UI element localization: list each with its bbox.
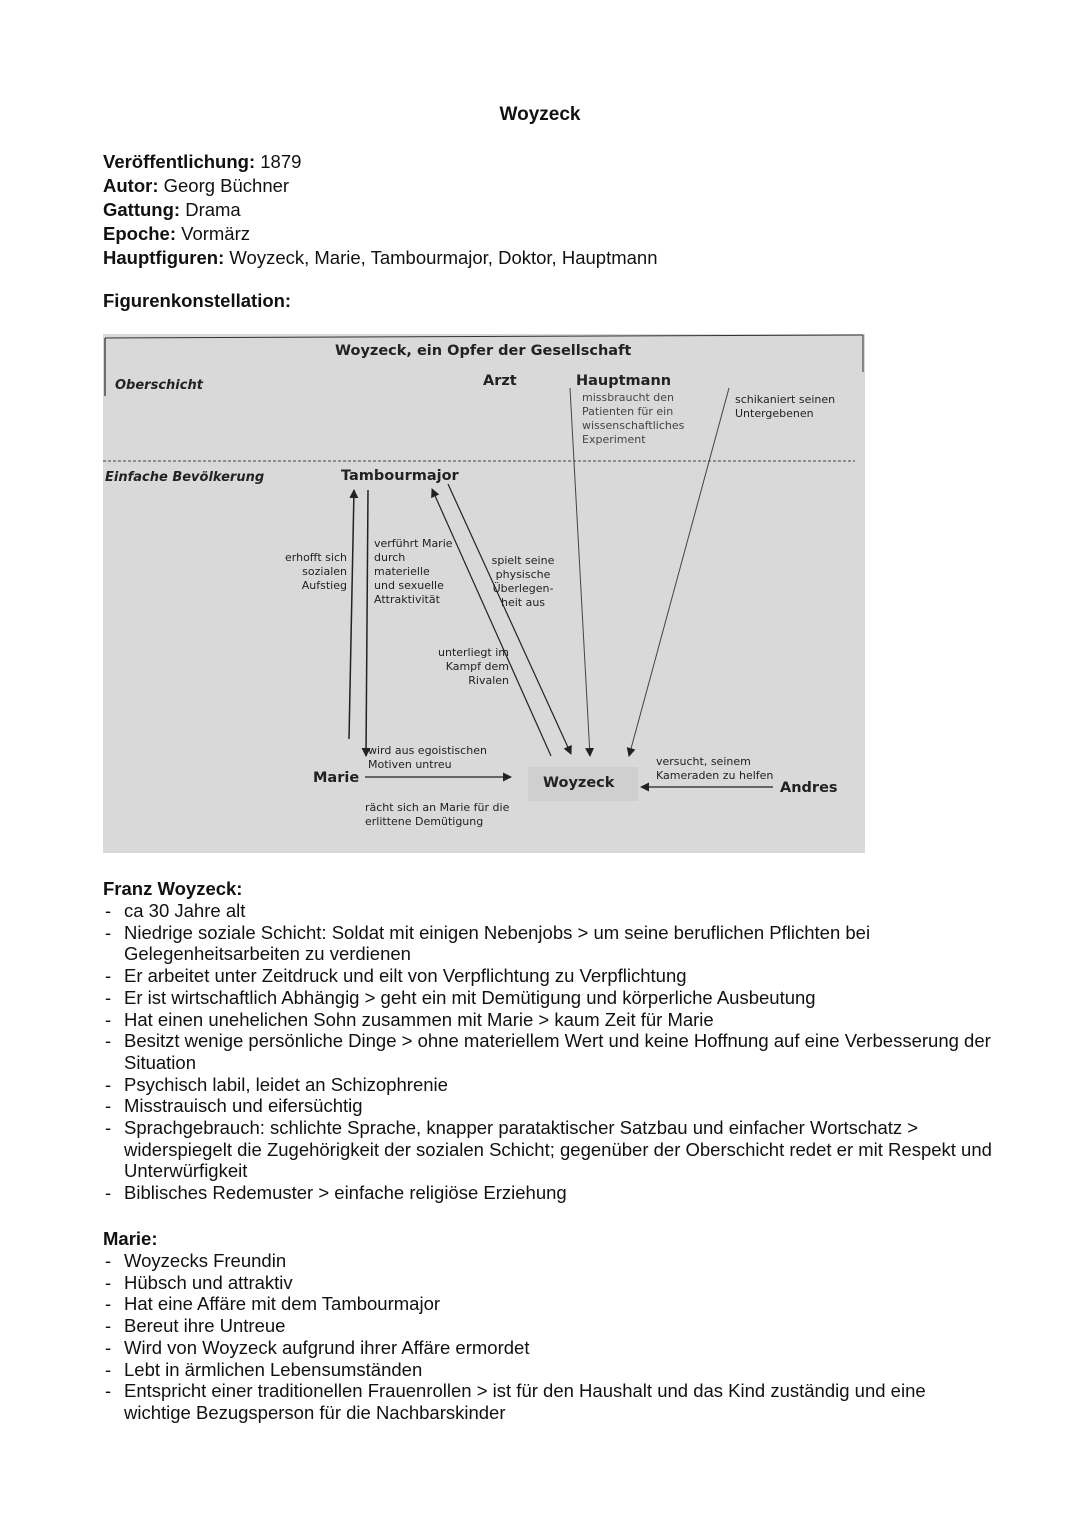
node-andres: Andres — [780, 780, 838, 796]
frame-top-line — [105, 335, 863, 338]
meta-value: Vormärz — [181, 223, 251, 244]
label-einfache-bevoelkerung: Einfache Bevölkerung — [105, 470, 265, 485]
node-woyzeck: Woyzeck — [543, 775, 615, 791]
list-item: - Hat einen unehelichen Sohn zusammen mit Marie > kaum Zeit für Marie — [103, 1009, 993, 1031]
label-oberschicht: Oberschicht — [115, 378, 203, 393]
label-spielt: spielt seine physische Überlegen-heit aus — [491, 554, 555, 609]
list-item: - Wird von Woyzeck aufgrund ihrer Affäre ermordet — [103, 1337, 993, 1359]
node-arzt: Arzt — [483, 373, 517, 389]
list-item: - Niedrige soziale Schicht: Soldat mit einigen Nebenjobs > um seine beruflichen Pflichten bei Gelegenheitsarbeiten zu verdienen — [103, 922, 993, 965]
woyzeck-list — [103, 900, 993, 1204]
arrow-verfuehrt — [366, 490, 368, 756]
node-tambourmajor: Tambourmajor — [341, 468, 459, 484]
list-item: - Hübsch und attraktiv — [103, 1272, 993, 1294]
list-item: - Sprachgebrauch: schlichte Sprache, knapper parataktischer Satzbau und einfacher Wortschatz > widerspiegelt die Zugehörigkeit der sozialen Schicht; gegenüber der Oberschicht redet er mit Respekt und Unterwürfigkeit — [103, 1117, 993, 1182]
meta-label: Veröffentlichung: — [103, 151, 256, 172]
meta-value: 1879 — [260, 151, 302, 172]
meta-row-characters — [103, 246, 657, 270]
node-hauptmann: Hauptmann — [576, 373, 672, 389]
list-item: - Hat eine Affäre mit dem Tambourmajor — [103, 1293, 993, 1315]
meta-row-genre — [103, 198, 657, 222]
meta-row-epoch — [103, 222, 657, 246]
label-versucht: versucht, seinem Kameraden zu helfen — [656, 755, 774, 782]
list-item: - Besitzt wenige persönliche Dinge > ohne materiellem Wert und keine Hoffnung auf eine Verbesserung der Situation — [103, 1030, 993, 1073]
meta-row-author — [103, 174, 657, 198]
label-untreu: wird aus egoistischen Motiven untreu — [368, 744, 487, 771]
label-unterliegt: unterliegt im Kampf dem Rivalen — [438, 646, 509, 687]
page-title: Woyzeck — [499, 104, 581, 125]
section-heading: Franz Woyzeck: — [103, 878, 243, 899]
meta-label: Hauptfiguren: — [103, 247, 225, 268]
arrow-erhofft — [349, 490, 354, 739]
list-item: - ca 30 Jahre alt — [103, 900, 993, 922]
meta-label: Gattung: — [103, 199, 181, 220]
list-item: - Bereut ihre Untreue — [103, 1315, 993, 1337]
node-marie: Marie — [313, 770, 360, 786]
list-item: - Er arbeitet unter Zeitdruck und eilt von Verpflichtung zu Verpflichtung — [103, 965, 993, 987]
arrow-unterliegt — [432, 489, 551, 756]
list-item: - Entspricht einer traditionellen Frauenrollen > ist für den Haushalt und das Kind zuständig und eine wichtige Bezugsperson für die Nachbarskinder — [103, 1380, 993, 1423]
list-item: - Er ist wirtschaftlich Abhängig > geht ein mit Demütigung und körperliche Ausbeutung — [103, 987, 993, 1009]
meta-value: Georg Büchner — [163, 175, 290, 196]
meta-label: Epoche: — [103, 223, 176, 244]
meta-value: Woyzeck, Marie, Tambourmajor, Doktor, Hauptmann — [229, 247, 658, 268]
marie-list — [103, 1250, 993, 1424]
list-item: - Lebt in ärmlichen Lebensumständen — [103, 1359, 993, 1381]
diagram-title: Woyzeck, ein Opfer der Gesellschaft — [335, 343, 632, 359]
label-verfuehrt: verführt Marie durch materielle und sexuelle Attraktivität — [374, 537, 453, 606]
list-item: - Woyzecks Freundin — [103, 1250, 993, 1272]
meta-block — [103, 150, 657, 270]
list-item: - Psychisch labil, leidet an Schizophrenie — [103, 1074, 993, 1096]
woyzeck-section — [103, 878, 993, 1204]
label-erhofft: erhofft sich sozialen Aufstieg — [285, 551, 347, 592]
label-missbraucht: missbraucht den Patienten für ein wissenschaftliches Experiment — [582, 391, 685, 446]
label-raecht: rächt sich an Marie für die erlittene Demütigung — [365, 801, 510, 828]
character-constellation-diagram — [103, 334, 865, 853]
meta-label: Autor: — [103, 175, 159, 196]
label-schikaniert: schikaniert seinen Untergebenen — [735, 393, 836, 420]
meta-row-publication — [103, 150, 657, 174]
arrow-spielt — [448, 484, 571, 754]
meta-value: Drama — [185, 199, 241, 220]
figurenkonstellation-heading: Figurenkonstellation: — [103, 290, 292, 311]
marie-section — [103, 1228, 993, 1424]
section-heading: Marie: — [103, 1228, 158, 1249]
list-item: - Biblisches Redemuster > einfache religiöse Erziehung — [103, 1182, 993, 1204]
list-item: - Misstrauisch und eifersüchtig — [103, 1095, 993, 1117]
